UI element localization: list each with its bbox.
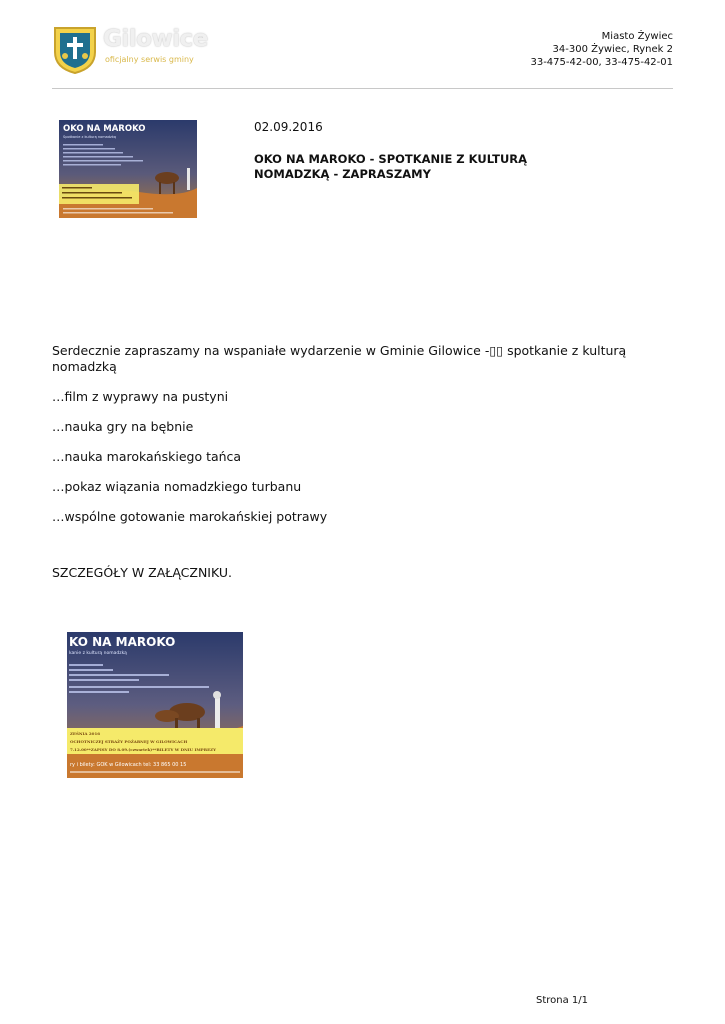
address-city: Miasto Żywiec <box>601 31 673 42</box>
poster-footer: ry i bilety: GOK w Gilowicach tel: 33 865 00 15 <box>70 762 187 768</box>
article-body <box>52 343 652 595</box>
article-intro: Serdecznie zapraszamy na wspaniałe wydarzenie w Gminie Gilowice -▯▯ spotkanie z kulturą nomadzką <box>52 343 627 374</box>
logo-name: Gilowice <box>103 26 208 52</box>
coat-of-arms-icon <box>51 24 99 74</box>
thumb-title: OKO NA MAROKO <box>63 124 146 134</box>
poster-title: KO NA MAROKO <box>69 635 176 649</box>
poster-subtitle: kanie z kulturą nomadzką <box>69 651 127 656</box>
header-divider <box>52 88 673 89</box>
details-note: SZCZEGÓŁY W ZAŁĄCZNIKU. <box>52 565 232 580</box>
list-item: …nauka marokańskiego tańca <box>52 449 242 464</box>
list-item: …film z wyprawy na pustyni <box>52 389 229 404</box>
address-phone: 33-475-42-00, 33-475-42-01 <box>530 57 673 68</box>
list-item: …nauka gry na bębnie <box>52 419 194 434</box>
article-title: OKO NA MAROKO - SPOTKANIE Z KULTURĄ NOMADZKĄ - ZAPRASZAMY <box>254 152 528 181</box>
address-street: 34-300 Żywiec, Rynek 2 <box>552 44 673 55</box>
thumb-subtitle: Spotkanie z kulturą nomadzką <box>63 135 117 139</box>
page-number: Strona 1/1 <box>535 995 588 1006</box>
logo-tagline: oficjalny serwis gminy <box>105 55 194 64</box>
list-item: …wspólne gotowanie marokańskiej potrawy <box>52 509 328 524</box>
article-thumbnail[interactable] <box>59 120 197 218</box>
site-logo[interactable] <box>51 24 208 76</box>
address-block <box>530 30 673 69</box>
poster-band-venue: OCHOTNICZEJ STRAŻY POŻARNEJ W GILOWICACH <box>70 739 188 744</box>
article-date: 02.09.2016 <box>254 120 323 134</box>
poster-band-date: ZEŚNIA 2016 <box>70 731 101 736</box>
list-item: …pokaz wiązania nomadzkiego turbanu <box>52 479 302 494</box>
attachment-poster[interactable] <box>67 632 243 778</box>
poster-band-info: 7.12.00**ZAPISY DO 8.09.(czwartek)**BILETY W DNIU IMPREZY <box>70 747 216 752</box>
